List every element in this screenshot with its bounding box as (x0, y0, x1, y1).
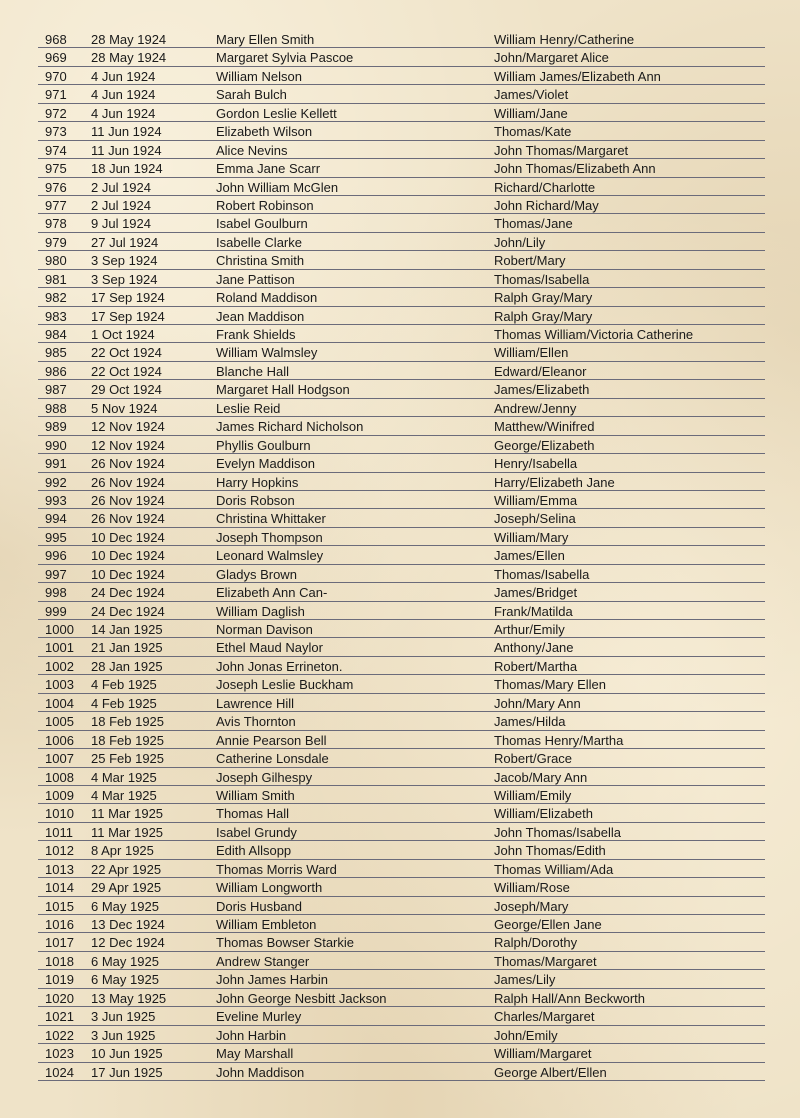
entry-number: 1023 (45, 1046, 74, 1062)
parents-names: William/Elizabeth (494, 806, 593, 822)
entry-number: 992 (45, 474, 67, 490)
table-row (38, 528, 765, 546)
table-row (38, 768, 765, 786)
table-row (38, 915, 765, 933)
entry-number: 972 (45, 105, 67, 121)
parents-names: Ralph Hall/Ann Beckworth (494, 990, 646, 1006)
parents-names: George/Elizabeth (494, 437, 595, 453)
parents-names: James/Elizabeth (494, 382, 590, 398)
entry-number: 1000 (45, 622, 74, 637)
parents-names: Joseph/Selina (494, 511, 576, 527)
child-name: Christina Smith (216, 253, 305, 269)
entry-date: 4 Mar 1925 (91, 787, 157, 803)
table-row (38, 583, 765, 601)
entry-number: 1020 (45, 990, 74, 1006)
entry-date: 22 Apr 1925 (91, 861, 162, 877)
entry-date: 2 Jul 1924 (91, 197, 151, 213)
table-row (38, 860, 765, 878)
entry-number: 1007 (45, 751, 74, 767)
entry-date: 11 Mar 1925 (91, 824, 164, 840)
table-row (38, 675, 765, 693)
entry-number: 1011 (45, 824, 73, 840)
entry-number: 1001 (45, 640, 74, 656)
entry-number: 1006 (45, 732, 74, 748)
entry-date: 4 Jun 1924 (91, 105, 156, 121)
table-row (38, 1063, 765, 1081)
entry-number: 985 (45, 345, 67, 361)
child-name: Doris Robson (216, 492, 295, 508)
parents-names: Thomas/Isabella (494, 566, 590, 582)
parents-names: Ralph/Dorothy (494, 935, 578, 951)
child-name: Isabel Grundy (216, 824, 297, 840)
child-name: Elizabeth Ann Can- (216, 585, 328, 601)
table-row (38, 454, 765, 472)
entry-number: 971 (45, 87, 67, 103)
child-name: Roland Maddison (216, 290, 318, 306)
entry-date: 10 Dec 1924 (91, 548, 165, 564)
parents-names: William/Emma (494, 492, 578, 508)
parents-names: Thomas/Mary Ellen (494, 677, 606, 693)
entry-date: 4 Feb 1925 (91, 695, 157, 711)
entry-date: 26 Nov 1924 (91, 474, 165, 490)
child-name: Christina Whittaker (216, 511, 326, 527)
entry-date: 26 Nov 1924 (91, 492, 165, 508)
child-name: Harry Hopkins (216, 474, 299, 490)
entry-date: 12 Nov 1924 (91, 419, 165, 435)
entry-number: 1024 (45, 1064, 74, 1080)
table-row (38, 178, 765, 196)
parents-names: James/Bridget (494, 585, 578, 601)
entry-date: 12 Nov 1924 (91, 437, 165, 453)
child-name: Edith Allsopp (216, 843, 292, 859)
child-name: James Richard Nicholson (216, 419, 364, 435)
parents-names: John Thomas/Isabella (494, 824, 621, 840)
parents-names: Harry/Elizabeth Jane (494, 474, 615, 490)
entry-number: 1018 (45, 953, 74, 969)
child-name: Jean Maddison (216, 308, 305, 324)
parents-names: John/Emily (494, 1027, 558, 1043)
entry-date: 13 Dec 1924 (91, 917, 165, 932)
entry-number: 987 (45, 382, 67, 398)
entry-date: 4 Mar 1925 (91, 769, 157, 785)
child-name: William Nelson (216, 68, 302, 84)
entry-number: 993 (45, 492, 67, 508)
entry-date: 28 May 1924 (91, 50, 167, 66)
entry-date: 26 Nov 1924 (91, 456, 165, 472)
entry-number: 978 (45, 216, 67, 232)
table-row (38, 288, 765, 306)
entry-number: 1014 (45, 880, 74, 896)
entry-number: 1008 (45, 769, 74, 785)
child-name: Evelyn Maddison (216, 456, 315, 472)
entry-date: 11 Jun 1924 (91, 142, 162, 158)
entry-date: 29 Oct 1924 (91, 382, 162, 398)
entry-number: 968 (45, 32, 67, 47)
entry-number: 1002 (45, 658, 74, 674)
entry-date: 4 Jun 1924 (91, 68, 156, 84)
parents-names: William/Jane (494, 105, 568, 121)
child-name: William Walmsley (216, 345, 318, 361)
table-row (38, 307, 765, 325)
entry-number: 998 (45, 585, 67, 601)
entry-date: 27 Jul 1924 (91, 234, 159, 250)
table-row (38, 841, 765, 859)
entry-date: 6 May 1925 (91, 953, 159, 969)
table-row (38, 1044, 765, 1062)
child-name: Jane Pattison (216, 271, 295, 287)
entry-date: 12 Dec 1924 (91, 935, 165, 951)
child-name: Joseph Gilhespy (216, 769, 313, 785)
entry-number: 982 (45, 290, 67, 306)
entry-number: 984 (45, 327, 67, 342)
child-name: William Daglish (216, 603, 305, 619)
baptism-register-table (38, 30, 765, 1081)
entry-date: 17 Sep 1924 (91, 290, 165, 306)
table-row (38, 1007, 765, 1025)
parents-names: Ralph Gray/Mary (494, 290, 593, 306)
child-name: Andrew Stanger (216, 953, 310, 969)
entry-number: 999 (45, 603, 67, 619)
parents-names: Matthew/Winifred (494, 419, 595, 435)
entry-date: 24 Dec 1924 (91, 585, 165, 601)
table-row (38, 565, 765, 583)
parents-names: John/Mary Ann (494, 695, 581, 711)
entry-number: 990 (45, 437, 67, 453)
table-row (38, 694, 765, 712)
entry-number: 1005 (45, 714, 74, 730)
table-row (38, 952, 765, 970)
child-name: Margaret Sylvia Pascoe (216, 50, 354, 66)
parents-names: William/Mary (494, 529, 569, 545)
table-row (38, 104, 765, 122)
parents-names: George Albert/Ellen (494, 1064, 607, 1080)
child-name: William Embleton (216, 917, 317, 932)
entry-date: 21 Jan 1925 (91, 640, 163, 656)
table-row (38, 804, 765, 822)
parents-names: George/Ellen Jane (494, 917, 602, 932)
child-name: John Harbin (216, 1027, 287, 1043)
child-name: Joseph Thompson (216, 529, 323, 545)
entry-date: 4 Feb 1925 (91, 677, 157, 693)
entry-date: 3 Jun 1925 (91, 1027, 156, 1043)
table-row (38, 436, 765, 454)
child-name: Isabelle Clarke (216, 234, 302, 250)
entry-date: 18 Feb 1925 (91, 732, 165, 748)
entry-number: 1021 (45, 1009, 74, 1025)
table-row (38, 546, 765, 564)
table-row (38, 823, 765, 841)
entry-date: 3 Jun 1925 (91, 1009, 156, 1025)
table-row (38, 325, 765, 343)
child-name: Phyllis Goulburn (216, 437, 311, 453)
table-row (38, 491, 765, 509)
child-name: Thomas Hall (216, 806, 289, 822)
parents-names: William Henry/Catherine (494, 32, 635, 47)
entry-number: 991 (45, 456, 67, 472)
entry-number: 979 (45, 234, 67, 250)
entry-number: 996 (45, 548, 67, 564)
table-row (38, 85, 765, 103)
entry-number: 1015 (45, 898, 74, 914)
table-row (38, 602, 765, 620)
table-row (38, 417, 765, 435)
child-name: Doris Husband (216, 898, 302, 914)
child-name: Gladys Brown (216, 566, 297, 582)
child-name: John Jonas Errineton. (216, 658, 343, 674)
entry-date: 14 Jan 1925 (91, 622, 163, 637)
table-row (38, 473, 765, 491)
entry-number: 1009 (45, 787, 74, 803)
table-row (38, 786, 765, 804)
entry-number: 1022 (45, 1027, 74, 1043)
entry-number: 973 (45, 124, 67, 140)
parents-names: Anthony/Jane (494, 640, 574, 656)
parents-names: John Thomas/Margaret (494, 142, 629, 158)
parents-names: Thomas/Margaret (494, 953, 597, 969)
entry-date: 22 Oct 1924 (91, 363, 162, 379)
table-row (38, 122, 765, 140)
table-row (38, 933, 765, 951)
table-row (38, 233, 765, 251)
entry-number: 1004 (45, 695, 74, 711)
table-row (38, 620, 765, 638)
child-name: Robert Robinson (216, 197, 314, 213)
child-name: Joseph Leslie Buckham (216, 677, 354, 693)
parents-names: Andrew/Jenny (494, 400, 577, 416)
child-name: William Smith (216, 787, 295, 803)
entry-number: 969 (45, 50, 67, 66)
entry-date: 9 Jul 1924 (91, 216, 151, 232)
parents-names: John/Margaret Alice (494, 50, 609, 66)
entry-number: 976 (45, 179, 67, 195)
parents-names: John Richard/May (494, 197, 599, 213)
entry-date: 3 Sep 1924 (91, 253, 158, 269)
child-name: Thomas Bowser Starkie (216, 935, 354, 951)
table-row (38, 509, 765, 527)
parents-names: Edward/Eleanor (494, 363, 587, 379)
child-name: Margaret Hall Hodgson (216, 382, 350, 398)
parents-names: Thomas/Jane (494, 216, 573, 232)
entry-date: 5 Nov 1924 (91, 400, 158, 416)
entry-number: 1016 (45, 917, 74, 932)
entry-number: 1010 (45, 806, 74, 822)
child-name: Norman Davison (216, 622, 313, 637)
parents-names: Thomas William/Victoria Catherine (494, 327, 694, 342)
parents-names: Joseph/Mary (494, 898, 569, 914)
table-row (38, 731, 765, 749)
entry-date: 28 May 1924 (91, 32, 167, 47)
child-name: John James Harbin (216, 972, 328, 988)
entry-date: 10 Jun 1925 (91, 1046, 163, 1062)
entry-date: 22 Oct 1924 (91, 345, 162, 361)
child-name: Isabel Goulburn (216, 216, 308, 232)
entry-number: 989 (45, 419, 67, 435)
parents-names: William/Margaret (494, 1046, 592, 1062)
child-name: Leonard Walmsley (216, 548, 324, 564)
parents-names: William James/Elizabeth Ann (494, 68, 661, 84)
table-row (38, 1026, 765, 1044)
parents-names: Thomas William/Ada (494, 861, 614, 877)
parents-names: Robert/Martha (494, 658, 578, 674)
entry-number: 981 (45, 271, 67, 287)
parents-names: James/Violet (494, 87, 569, 103)
child-name: Catherine Lonsdale (216, 751, 329, 767)
child-name: John William McGlen (216, 179, 339, 195)
entry-date: 17 Sep 1924 (91, 308, 165, 324)
entry-date: 13 May 1925 (91, 990, 167, 1006)
table-row (38, 897, 765, 915)
child-name: Emma Jane Scarr (216, 161, 321, 177)
table-row (38, 989, 765, 1007)
entry-number: 988 (45, 400, 67, 416)
child-name: Mary Ellen Smith (216, 32, 315, 47)
entry-number: 1012 (45, 843, 74, 859)
parents-names: John Thomas/Elizabeth Ann (494, 161, 656, 177)
table-row (38, 749, 765, 767)
entry-number: 995 (45, 529, 67, 545)
entry-date: 11 Mar 1925 (91, 806, 164, 822)
parents-names: John Thomas/Edith (494, 843, 606, 859)
parents-names: William/Ellen (494, 345, 569, 361)
child-name: Lawrence Hill (216, 695, 295, 711)
table-row (38, 196, 765, 214)
child-name: May Marshall (216, 1046, 294, 1062)
child-name: Avis Thornton (216, 714, 296, 730)
child-name: Eveline Murley (216, 1009, 302, 1025)
entry-number: 994 (45, 511, 67, 527)
parents-names: Frank/Matilda (494, 603, 573, 619)
entry-number: 980 (45, 253, 67, 269)
entry-date: 6 May 1925 (91, 898, 159, 914)
parents-names: William/Emily (494, 787, 572, 803)
child-name: Leslie Reid (216, 400, 281, 416)
entry-date: 25 Feb 1925 (91, 751, 165, 767)
entry-number: 975 (45, 161, 67, 177)
table-row (38, 399, 765, 417)
entry-number: 983 (45, 308, 67, 324)
entry-date: 24 Dec 1924 (91, 603, 165, 619)
entry-date: 18 Jun 1924 (91, 161, 163, 177)
parents-names: James/Hilda (494, 714, 566, 730)
entry-date: 28 Jan 1925 (91, 658, 163, 674)
parents-names: James/Lily (494, 972, 556, 988)
table-row (38, 270, 765, 288)
entry-number: 1017 (45, 935, 74, 951)
entry-number: 1013 (45, 861, 74, 877)
child-name: Thomas Morris Ward (216, 861, 337, 877)
table-row (38, 30, 765, 48)
entry-number: 970 (45, 68, 67, 84)
table-row (38, 638, 765, 656)
child-name: Alice Nevins (216, 142, 288, 158)
table-row (38, 251, 765, 269)
entry-date: 1 Oct 1924 (91, 327, 155, 342)
parents-names: Arthur/Emily (494, 622, 565, 637)
entry-date: 11 Jun 1924 (91, 124, 162, 140)
parents-names: Jacob/Mary Ann (494, 769, 588, 785)
table-row (38, 159, 765, 177)
entry-number: 977 (45, 197, 67, 213)
table-row (38, 380, 765, 398)
entry-date: 29 Apr 1925 (91, 880, 162, 896)
table-row (38, 712, 765, 730)
entry-date: 18 Feb 1925 (91, 714, 165, 730)
entry-number: 1019 (45, 972, 74, 988)
child-name: Ethel Maud Naylor (216, 640, 323, 656)
parents-names: Charles/Margaret (494, 1009, 595, 1025)
child-name: William Longworth (216, 880, 323, 896)
entry-number: 997 (45, 566, 67, 582)
entry-date: 10 Dec 1924 (91, 566, 165, 582)
parents-names: Ralph Gray/Mary (494, 308, 593, 324)
entry-date: 3 Sep 1924 (91, 271, 158, 287)
parents-names: Thomas/Kate (494, 124, 572, 140)
table-row (38, 970, 765, 988)
table-row (38, 878, 765, 896)
parents-names: Henry/Isabella (494, 456, 578, 472)
entry-date: 26 Nov 1924 (91, 511, 165, 527)
parents-names: William/Rose (494, 880, 570, 896)
child-name: Annie Pearson Bell (216, 732, 327, 748)
parents-names: Robert/Mary (494, 253, 566, 269)
table-row (38, 67, 765, 85)
entry-date: 6 May 1925 (91, 972, 159, 988)
parents-names: Thomas Henry/Martha (494, 732, 624, 748)
entry-date: 8 Apr 1925 (91, 843, 154, 859)
entry-number: 986 (45, 363, 67, 379)
child-name: Frank Shields (216, 327, 296, 342)
entry-date: 17 Jun 1925 (91, 1064, 163, 1080)
child-name: Blanche Hall (216, 363, 289, 379)
parents-names: John/Lily (494, 234, 546, 250)
parents-names: Thomas/Isabella (494, 271, 590, 287)
table-row (38, 214, 765, 232)
entry-date: 10 Dec 1924 (91, 529, 165, 545)
entry-number: 1003 (45, 677, 74, 693)
table-row (38, 141, 765, 159)
child-name: Elizabeth Wilson (216, 124, 313, 140)
child-name: John George Nesbitt Jackson (216, 990, 387, 1006)
entry-number: 974 (45, 142, 67, 158)
entry-date: 2 Jul 1924 (91, 179, 151, 195)
child-name: Sarah Bulch (216, 87, 287, 103)
table-row (38, 48, 765, 66)
parents-names: James/Ellen (494, 548, 565, 564)
table-row (38, 362, 765, 380)
table-row (38, 657, 765, 675)
entry-date: 4 Jun 1924 (91, 87, 156, 103)
parents-names: Richard/Charlotte (494, 179, 596, 195)
table-row (38, 343, 765, 361)
child-name: Gordon Leslie Kellett (216, 105, 337, 121)
child-name: John Maddison (216, 1064, 305, 1080)
parents-names: Robert/Grace (494, 751, 573, 767)
